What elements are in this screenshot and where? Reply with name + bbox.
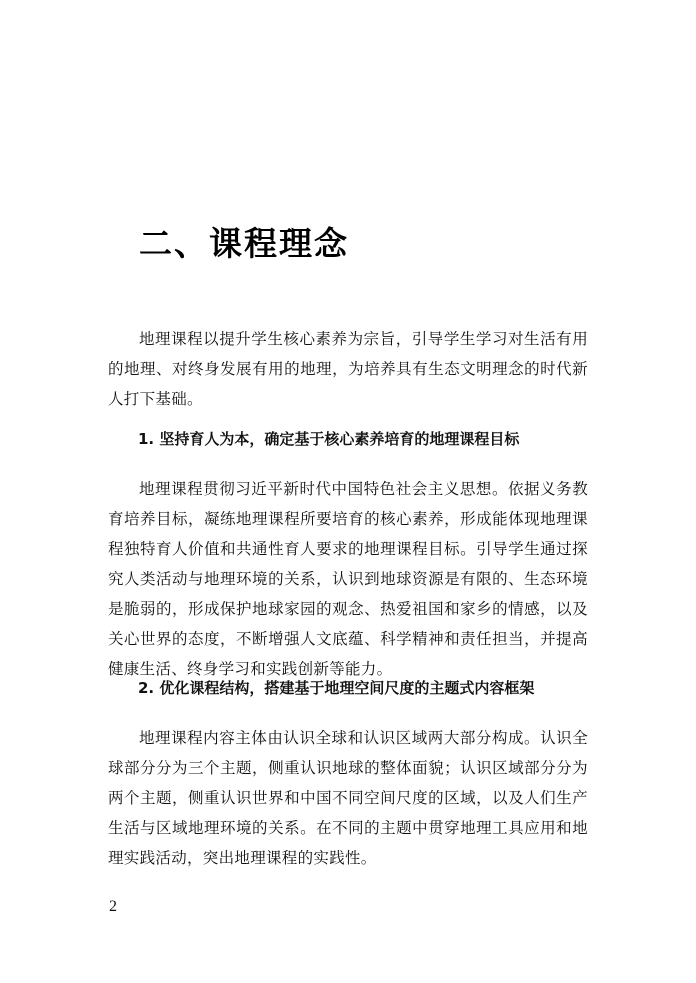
- intro-paragraph: 地理课程以提升学生核心素养为宗旨，引导学生学习对生活有用的地理、对终身发展有用的地理，为培养具有生态文明理念的时代新人打下基础。: [108, 330, 588, 408]
- page-number: 2: [109, 898, 117, 915]
- section-1: [108, 424, 588, 684]
- section-2: [108, 673, 588, 873]
- chapter-title: 二、课程理念: [139, 224, 349, 263]
- section-heading: 1. 坚持育人为本，确定基于核心素养培育的地理课程目标: [138, 430, 520, 448]
- section-paragraph: 地理课程贯彻习近平新时代中国特色社会主义思想。依据义务教育培养目标，凝练地理课程所要培育的核心素养，形成能体现地理课程独特育人价值和共通性育人要求的地理课程目标。引导学生通过探究人类活动与地理环境的关系，认识到地球资源是有限的、生态环境是脆弱的，形成保护地球家园的观念、热爱祖国和家乡的情感，以及关心世界的态度，不断增强人文底蕴、科学精神和责任担当，并提高健康生活、终身学习和实践创新等能力。: [108, 480, 588, 678]
- section-heading: 2. 优化课程结构，搭建基于地理空间尺度的主题式内容框架: [138, 679, 535, 697]
- intro-block: [108, 324, 588, 414]
- section-paragraph: 地理课程内容主体由认识全球和认识区域两大部分构成。认识全球部分分为三个主题，侧重认识地球的整体面貌；认识区域部分分为两个主题，侧重认识世界和中国不同空间尺度的区域，以及人们生产生活与区域地理环境的关系。在不同的主题中贯穿地理工具应用和地理实践活动，突出地理课程的实践性。: [108, 729, 588, 867]
